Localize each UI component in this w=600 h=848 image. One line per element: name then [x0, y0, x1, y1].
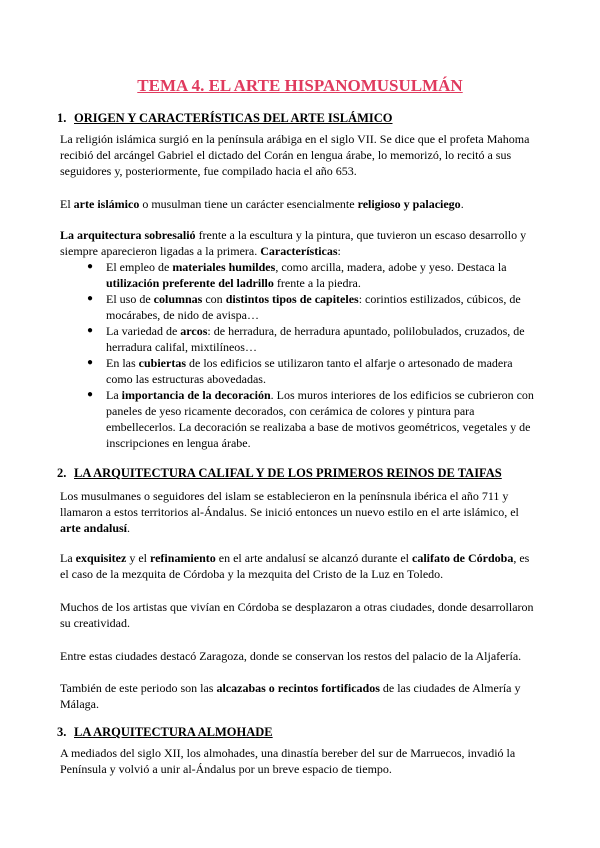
paragraph: Los musulmanes o seguidores del islam se establecieron en la penínsnula ibérica el año 711 y llamaron a estos territorios al-Ándalus. Se inició entonces un nuevo estilo en el arte islámico, el arte andalusí. — [60, 489, 519, 535]
bullet-icon: ● — [87, 293, 94, 304]
paragraph: A mediados del siglo XII, los almohades, una dinastía bereber del sur de Marruecos, invadió la Península y volvió a unir al-Ándalus por un breve espacio de tiempo. — [60, 746, 516, 776]
list-item: ● En las cubiertas de los edificios se utilizaron tanto el alfarje o artesonado de madera como las estructuras abovedadas. — [87, 356, 513, 386]
page-title: TEMA 4. EL ARTE HISPANOMUSULMÁN — [137, 76, 463, 95]
section-title: LA ARQUITECTURA ALMOHADE — [74, 725, 273, 739]
section-title: ORIGEN Y CARACTERÍSTICAS DEL ARTE ISLÁMICO — [74, 111, 393, 125]
section-number: 3. — [57, 725, 67, 739]
bullet-icon: ● — [87, 325, 94, 336]
section-title: LA ARQUITECTURA CALIFAL Y DE LOS PRIMEROS REINOS DE TAIFAS — [74, 466, 502, 480]
characteristics-list — [60, 259, 542, 451]
list-item: ● El empleo de materiales humildes, como arcilla, madera, adobe y yeso. Destaca la utilización preferente del ladrillo frente a la piedra. — [87, 260, 507, 290]
paragraph: Muchos de los artistas que vivían en Córdoba se desplazaron a otras ciudades, donde desarrollaron su creatividad. — [60, 600, 534, 630]
section-3-heading — [57, 725, 273, 740]
list-item: ● La importancia de la decoración. Los muros interiores de los edificios se cubrieron con paneles de yeso ricamente decorados, con cerámica de colores y pintura para embellecerlos. La decoración se realizaba a base de motivos geométricos, vegetales y de inscripciones en lengua árabe. — [87, 388, 534, 450]
paragraph: Entre estas ciudades destacó Zaragoza, donde se conservan los restos del palacio de la Aljafería. — [60, 649, 522, 663]
paragraph: La arquitectura sobresalió frente a la escultura y la pintura, que tuvieron un escaso desarrollo y siempre aparecieron ligadas a la primera. Características: — [60, 228, 527, 258]
section-1-heading — [57, 111, 393, 126]
section-2-heading — [57, 466, 502, 481]
section-number: 1. — [57, 111, 67, 125]
list-item: ● La variedad de arcos: de herradura, de herradura apuntado, polilobulados, cruzados, de herradura califal, mixtilíneos… — [87, 324, 525, 354]
bullet-icon: ● — [87, 261, 94, 272]
section-number: 2. — [57, 466, 67, 480]
paragraph: El arte islámico o musulman tiene un carácter esencialmente religioso y palaciego. — [60, 197, 464, 211]
paragraph: La exquisitez y el refinamiento en el arte andalusí se alcanzó durante el califato de Córdoba, es el caso de la mezquita de Córdoba y la mezquita del Cristo de la Luz en Toledo. — [60, 551, 530, 581]
list-item: ● El uso de columnas con distintos tipos de capiteles: corintios estilizados, cúbicos, de mocárabes, de nido de avispa… — [87, 292, 521, 322]
bullet-icon: ● — [87, 389, 94, 400]
bullet-icon: ● — [87, 357, 94, 368]
paragraph: La religión islámica surgió en la península arábiga en el siglo VII. Se dice que el profeta Mahoma recibió del arcángel Gabriel el dictado del Corán en lengua árabe, lo memorizó, lo recitó a sus seguidores y, posteriormente, fue compilado hacia el año 653. — [60, 132, 530, 178]
paragraph: También de este periodo son las alcazabas o recintos fortificados de las ciudades de Almería y Málaga. — [60, 681, 521, 711]
